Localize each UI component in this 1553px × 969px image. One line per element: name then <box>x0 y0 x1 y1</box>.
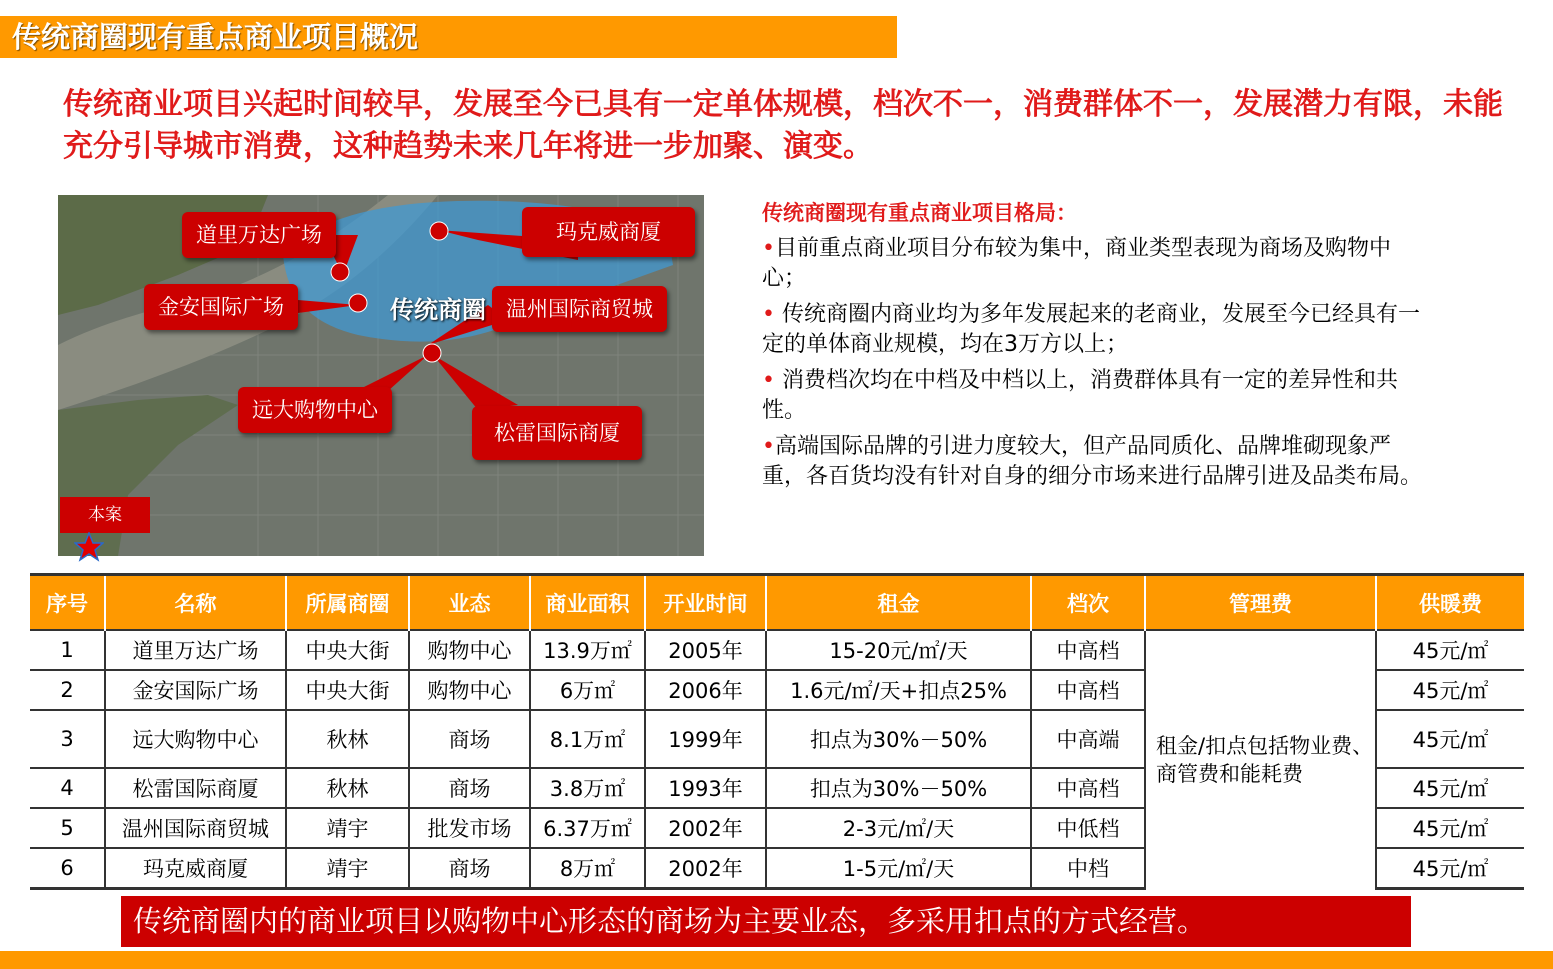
callout-jinan: 金安国际广场 <box>144 284 298 330</box>
cell-area: 8万㎡ <box>530 848 645 889</box>
cell-district: 中央大街 <box>286 630 409 670</box>
cell-grade: 中高档 <box>1031 630 1145 670</box>
table-row <box>30 630 1524 670</box>
pattern-bullet: •高端国际品牌的引进力度较大，但产品同质化、品牌堆砌现象严重，各百货均没有针对自身的细分市场来进行品牌引进及品类布局。 <box>762 434 1423 489</box>
bottom-bar <box>0 951 1553 969</box>
cell-area: 8.1万㎡ <box>530 710 645 768</box>
callout-songlei: 松雷国际商厦 <box>472 406 642 460</box>
cell-opened: 2006年 <box>645 670 766 710</box>
cell-heating: 45元/㎡ <box>1376 848 1524 889</box>
cell-rent: 1.6元/㎡/天+扣点25% <box>766 670 1031 710</box>
cell-area: 6.37万㎡ <box>530 808 645 848</box>
cell-index: 2 <box>30 670 105 710</box>
table-header-row <box>30 575 1524 631</box>
cell-format: 购物中心 <box>409 670 530 710</box>
callout-wenzhou: 温州国际商贸城 <box>492 286 667 332</box>
cell-name: 金安国际广场 <box>105 670 286 710</box>
callout-yuanda: 远大购物中心 <box>238 387 392 433</box>
cell-heating: 45元/㎡ <box>1376 630 1524 670</box>
col-header: 序号 <box>30 575 105 631</box>
pattern-bullet: • 消费档次均在中档及中档以上，消费群体具有一定的差异性和共性。 <box>762 368 1398 423</box>
cell-grade: 中高档 <box>1031 768 1145 808</box>
cell-district: 中央大街 <box>286 670 409 710</box>
col-header: 供暖费 <box>1376 575 1524 631</box>
cell-format: 购物中心 <box>409 630 530 670</box>
pattern-panel <box>762 198 1482 498</box>
cell-rent: 1-5元/㎡/天 <box>766 848 1031 889</box>
cell-district: 秋林 <box>286 768 409 808</box>
pattern-bullet: • 传统商圈内商业均为多年发展起来的老商业，发展至今已经具有一定的单体商业规模，均在3万方以上； <box>762 302 1420 357</box>
cell-name: 温州国际商贸城 <box>105 808 286 848</box>
cell-opened: 2005年 <box>645 630 766 670</box>
col-header: 所属商圈 <box>286 575 409 631</box>
col-header: 商业面积 <box>530 575 645 631</box>
col-header: 档次 <box>1031 575 1145 631</box>
cell-index: 5 <box>30 808 105 848</box>
cell-format: 批发市场 <box>409 808 530 848</box>
col-header: 名称 <box>105 575 286 631</box>
cell-area: 13.9万㎡ <box>530 630 645 670</box>
col-header: 业态 <box>409 575 530 631</box>
map-center-label: 传统商圈 <box>390 296 486 324</box>
cell-heating: 45元/㎡ <box>1376 768 1524 808</box>
cell-format: 商场 <box>409 848 530 889</box>
cell-opened: 1993年 <box>645 768 766 808</box>
page-title: 传统商圈现有重点商业项目概况 <box>0 16 897 58</box>
cell-rent: 2-3元/㎡/天 <box>766 808 1031 848</box>
pattern-bullet: •目前重点商业项目分布较为集中，商业类型表现为商场及购物中心； <box>762 236 1391 291</box>
cell-index: 4 <box>30 768 105 808</box>
cell-rent: 扣点为30%－50% <box>766 768 1031 808</box>
cell-opened: 2002年 <box>645 848 766 889</box>
cell-district: 靖宇 <box>286 808 409 848</box>
cell-opened: 2002年 <box>645 808 766 848</box>
cell-district: 秋林 <box>286 710 409 768</box>
cell-grade: 中低档 <box>1031 808 1145 848</box>
cell-opened: 1999年 <box>645 710 766 768</box>
cell-management-fee: 租金/扣点包括物业费、商管费和能耗费 <box>1145 630 1376 889</box>
cell-index: 3 <box>30 710 105 768</box>
callout-makewei: 玛克威商厦 <box>522 207 695 257</box>
cell-grade: 中高档 <box>1031 670 1145 710</box>
pattern-heading: 传统商圈现有重点商业项目格局： <box>762 201 1077 225</box>
callout-daoli-wanda: 道里万达广场 <box>182 212 336 258</box>
cell-heating: 45元/㎡ <box>1376 710 1524 768</box>
cell-rent: 15-20元/㎡/天 <box>766 630 1031 670</box>
cell-name: 远大购物中心 <box>105 710 286 768</box>
cell-grade: 中高端 <box>1031 710 1145 768</box>
cell-heating: 45元/㎡ <box>1376 808 1524 848</box>
lead-statement: 传统商业项目兴起时间较早，发展至今已具有一定单体规模，档次不一，消费群体不一，发展潜力有限，未能充分引导城市消费，这种趋势未来几年将进一步加聚、演变。 <box>63 87 1503 164</box>
cell-name: 松雷国际商厦 <box>105 768 286 808</box>
cell-area: 6万㎡ <box>530 670 645 710</box>
col-header: 开业时间 <box>645 575 766 631</box>
cell-grade: 中档 <box>1031 848 1145 889</box>
site-star-icon <box>74 532 104 562</box>
cell-district: 靖宇 <box>286 848 409 889</box>
cell-area: 3.8万㎡ <box>530 768 645 808</box>
col-header: 管理费 <box>1145 575 1376 631</box>
cell-format: 商场 <box>409 710 530 768</box>
cell-rent: 扣点为30%－50% <box>766 710 1031 768</box>
cell-index: 6 <box>30 848 105 889</box>
area-map <box>58 195 704 556</box>
site-label: 本案 <box>60 497 150 533</box>
col-header: 租金 <box>766 575 1031 631</box>
cell-name: 玛克威商厦 <box>105 848 286 889</box>
cell-format: 商场 <box>409 768 530 808</box>
cell-name: 道里万达广场 <box>105 630 286 670</box>
cell-index: 1 <box>30 630 105 670</box>
projects-table <box>30 573 1524 890</box>
summary-banner: 传统商圈内的商业项目以购物中心形态的商场为主要业态，多采用扣点的方式经营。 <box>121 896 1411 947</box>
cell-heating: 45元/㎡ <box>1376 670 1524 710</box>
